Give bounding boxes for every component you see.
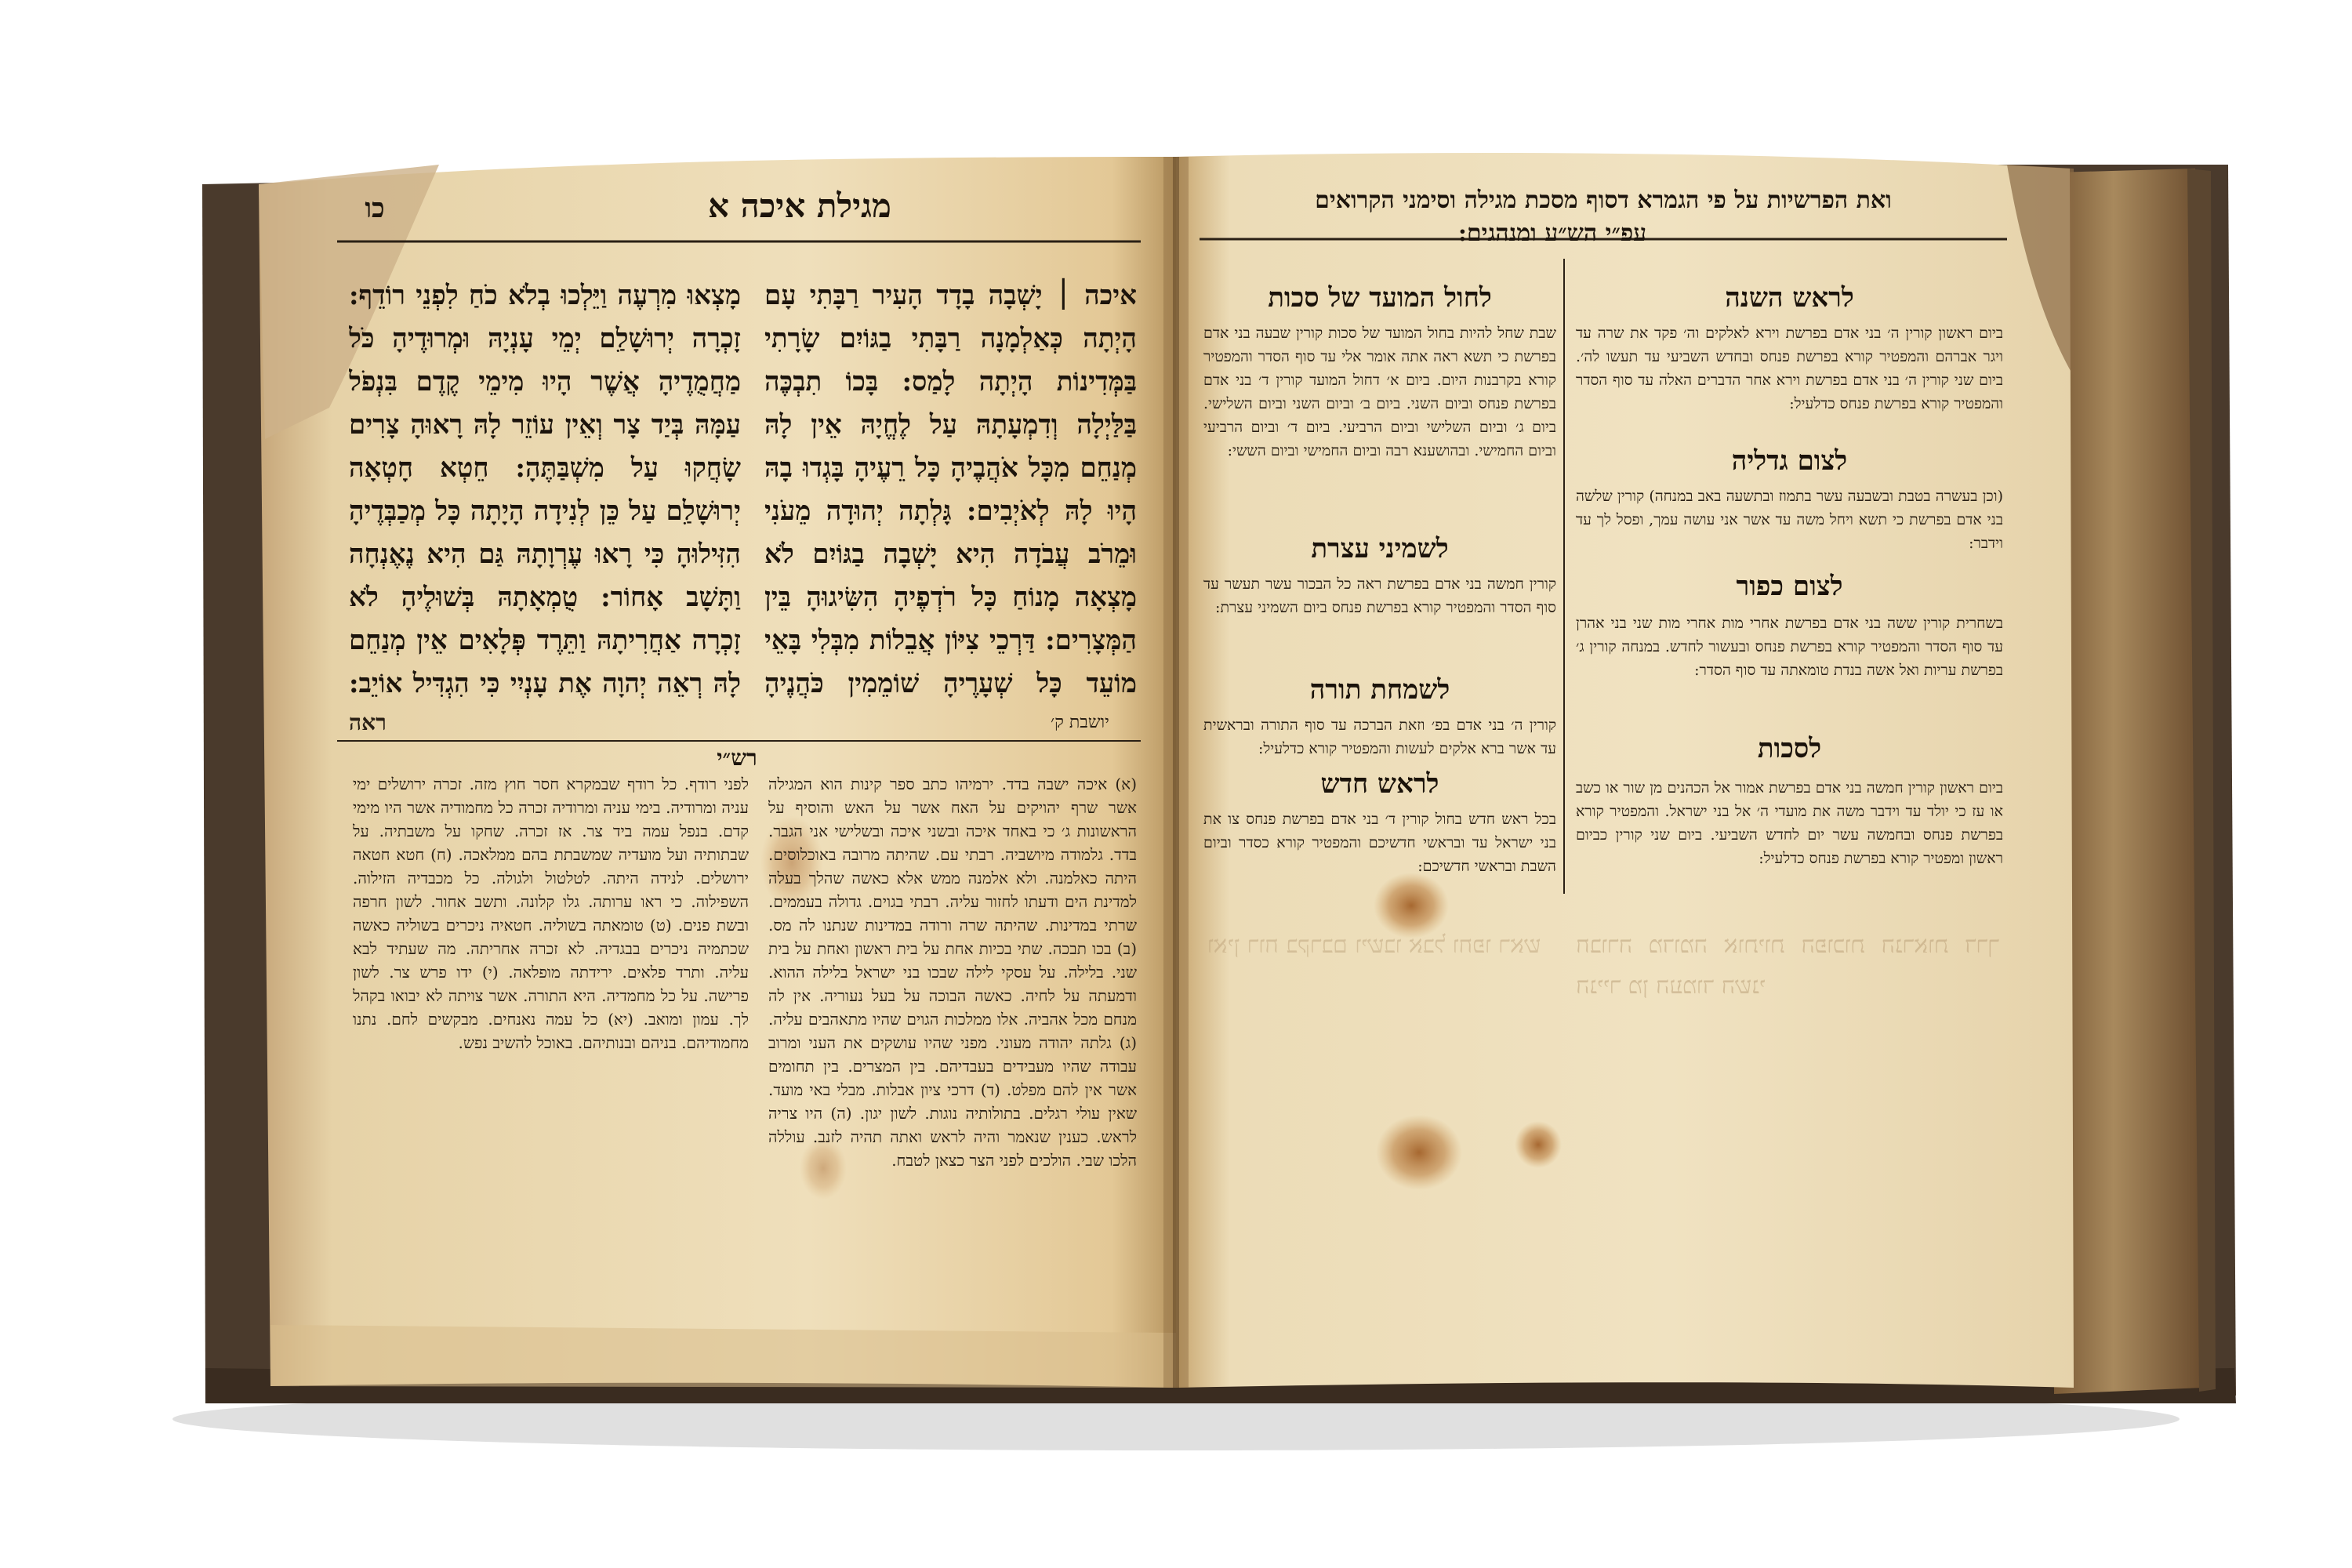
show-through-text-right: חבורה מדומה אותיות הפוכות הנראות דרך הנייר מן העמוד השני: [1576, 931, 1999, 1000]
section-body-rosh-hashana: ביום ראשון קורין ה׳ בני אדם בפרשת וירא לאלקים וה׳ פקד את שרה עד ויגר אברהם והמפטיר קורא בפרשת פנחס ובחדש השביעי עד תעשו לה׳. ביום שני קורין ה׳ בני אדם בפרשת וירא אחר הדברים האלה עד סוף הסדר והמפטיר קורא בפרשת פנחס כדלעיל:: [1576, 325, 2003, 412]
main-text-right: איכה ׀ יָשְׁבָה בָדָד הָעִיר רַבָּתִי עָם הָיְתָה כְּאַלְמָנָה רַבָּתִי בַגּוֹיִם שָׂרָתִי בַּמְּדִינוֹת הָיְתָה לָמַס: בָּכוֹ תִבְכֶּה בַּלַּיְלָה וְדִמְעָתָהּ עַל לֶחֱיָהּ אֵין לָהּ מְנַחֵם מִכָּל אֹהֲבֶיהָ כָּל רֵעֶיהָ בָּגְדוּ בָהּ הָיוּ לָהּ לְאֹיְבִים: גָּלְתָה יְהוּדָה מֵעֹנִי וּמֵרֹב עֲבֹדָה הִיא יָשְׁבָה בַגּוֹיִם לֹא מָצְאָה מָנוֹחַ כָּל רֹדְפֶיהָ הִשִּׂיגוּהָ בֵּין הַמְּצָרִים: דַּרְכֵי צִיּוֹן אֲבֵלוֹת מִבְּלִי בָּאֵי מוֹעֵד כָּל שְׁעָרֶיהָ שׁוֹמֵמִין כֹּהֲנֶיהָ: [764, 280, 1137, 699]
section-heading-tzom-gedalia: לצום גדליה: [1731, 445, 1848, 477]
section-heading-rosh-hashana: לראש השנה: [1725, 282, 1854, 314]
section-body-tzom-gedalia: (וכן בעשרה בטבת ובשבעה עשר בתמוז ובתשעה באב במנחה) קורין שלשה בני אדם בפרשת כי תשא ויחל משה עד אשר אני עושה עמך, ופסל לך עד וידבר:: [1576, 488, 2003, 552]
section-heading-chol-hamoed: לחול המועד של סכות: [1268, 282, 1492, 314]
left-footer-word: יושבת ק׳: [1051, 713, 1109, 732]
section-body-chol-hamoed: שבת שחל להיות בחול המועד של סכות קורין שבעה בני אדם בפרשת כי תשא ראה אתה אומר אלי עד סוף הסדר והמפטיר קורא בקרבנות היום. ביום א׳ דחול המועד קורין ד׳ בני אדם בפרשת פנחס וביום השני. ביום ב׳ וביום השני וביום השלישי. ביום ג׳ וביום השלישי וביום הרביעי. ביום ד׳ וביום הרביעי וביום החמישי. ובהושענא רבה וביום החמישי וביום הששי:: [1203, 325, 1556, 459]
commentary-column-right: [768, 772, 1137, 1274]
commentary-left: לפני רודף. כל רודף שבמקרא חסר חוץ מזה. זכרה ירושלים ימי עניה ומרודיה. בימי עניה ומרודיה זכרה כל מחמודיה אשר היו מימי קדם. בנפל עמה ביד צר. אז זכרה. שחקו על משבתיה. על שבתותיה ועל מועדיה שמשבתת בהם ממלאכה. (ח) חטא חטאה ירושלים. לנידה היתה. לטלטול ולגולה. כל מכבדיה הזילוה. השפילוה. כי ראו ערותה. גלו קלונה. ותשב אחור. לשון חרפה ובשת פנים. (ט) טומאתה בשוליה. חטאיה ניכרים בשוליה כאשה שכתמיה ניכרים בבגדיה. לא זכרה אחריתה. מה שעתיד לבא עליה. ותרד פלאים. ירידתה מופלאה. (י) ידו פרש צר. לשון פרישה. על כל מחמדיה. היא התורה. אשר צויתה לא יבואו בקהל לך. עמון ומואב. (יא) כל עמה נאנחים. מבקשים לחם. נתנו מחמודיהם. בניהם ובנותיהם. באוכל להשיב נפש.: [353, 775, 749, 1052]
section-body-sukkot: ביום ראשון קורין חמשה בני אדם בפרשת אמור אל הכהנים מן שור או כשב או עז כי יולד עד וידבר משה את מועדי ה׳ אל בני ישראל. והמפטיר קורא בפרשת פנחס ובחמשה עשר יום לחדש השביעי. ביום שני קורין כביום ראשון ומפטיר קורא בפרשת פנחס כדלעיל:: [1576, 779, 2003, 867]
left-catchword: ראה: [349, 710, 387, 735]
section-heading-simchat-torah: לשמחת תורה: [1309, 674, 1450, 706]
right-page-subtitle: עפ״י הש״ע ומנהגים:: [1457, 220, 1647, 247]
commentary-column-left: [353, 772, 749, 1298]
main-text-column-left: [349, 274, 741, 710]
section-body-shmini-atzeret: קורין חמשה בני אדם בפרשת ראה כל הבכור עשר תעשר עד סוף הסדר והמפטיר קורא בפרשת פנחס ביום השמיני עצרת:: [1203, 575, 1556, 616]
section-body-simchat-torah: קורין ה׳ בני אדם בפ׳ וזאת הברכה עד סוף התורה ובראשית עד אשר ברא אלקים לעשות והמפטיר קורא כדלעיל:: [1203, 717, 1556, 757]
section-heading-rosh-chodesh: לראש חדש: [1320, 768, 1439, 800]
page-edges-right: [2054, 169, 2216, 1394]
commentary-title: רש״י: [717, 745, 757, 771]
left-page-title: מגילת איכה א: [708, 187, 891, 225]
commentary-right: (א) איכה ישבה בדד. ירמיהו כתב ספר קינות הוא המגילה אשר שרף יהויקים על האח אשר על האש והוסיף על הראשונות ג׳ כי באחד איכה ובשני איכה ובשלישי אני הגבר. בדד. גלמודה מיושביה. רבתי עם. שהיתה מרובה באוכלוסים. היתה כאלמנה. ולא אלמנה ממש אלא כאשה שהלך בעלה למדינת הים ודעתו לחזור עליה. רבתי בגוים. גדולה בעממים. שרתי במדינות. שהיתה שרה ורודה במדינות שנתנו לה מס. (ב) בכו תבכה. שתי בכיות אחת על בית ראשון ואחת על בית שני. בלילה. על עסקי לילה שבכו בני ישראל בלילה ההוא. ודמעתה על לחיה. כאשה הבוכה על בעל נעוריה. אין לה מנחם מכל אהביה. אלו ממלכות הגוים שהיו מתאהבים עליה. (ג) גלתה יהודה מעוני. מפני שהיו עושקים את העני ומרוב עבודה שהיו מעבידים בעבדיהם. בין המצרים. בין תחומים אשר אין להם מפלט. (ד) דרכי ציון אבלות. מבלי באי מועד. שאין עולי רגלים. בתולותיה נוגות. לשון יגון. (ה) היו צריה לראש. כענין שנאמר והיה לראש ואתה תהיה לזנב. עוללה הלכו שבי. הולכים לפני הצר כצאן לטבח.: [768, 775, 1137, 1170]
left-page-number: כו: [365, 193, 385, 224]
show-through-text-left: ואין רוח בקרבם וישבו אבל וחפו ראש: [1207, 931, 1541, 959]
section-heading-sukkot: לסכות: [1757, 733, 1822, 764]
section-body-rosh-chodesh: בכל ראש חדש בחול קורין ד׳ בני אדם בפרשת פנחס צו את בני ישראל עד ובראשי חדשיכם והמפטיר קורא כסדר וביום השבת ובראשי חדשיכם:: [1203, 811, 1556, 875]
main-text-column-right: [764, 274, 1137, 710]
main-text-left: מָצְאוּ מִרְעֶה וַיֵּלְכוּ בְלֹא כֹחַ לִפְנֵי רוֹדֵף: זָכְרָה יְרוּשָׁלַ͏ִם יְמֵי עָנְיָהּ וּמְרוּדֶיהָ כֹּל מַחֲמֻדֶיהָ אֲשֶׁר הָיוּ מִימֵי קֶדֶם בִּנְפֹל עַמָּהּ בְּיַד צָר וְאֵין עוֹזֵר לָהּ רָאוּהָ צָרִים שָׂחֲקוּ עַל מִשְׁבַּתֶּהָ: חֵטְא חָטְאָה יְרוּשָׁלַ͏ִם עַל כֵּן לְנִידָה הָיָתָה כָּל מְכַבְּדֶיהָ הִזִּילוּהָ כִּי רָאוּ עֶרְוָתָהּ גַּם הִיא נֶאֶנְחָה וַתָּשָׁב אָחוֹר: טֻמְאָתָהּ בְּשׁוּלֶיהָ לֹא זָכְרָה אַחֲרִיתָהּ וַתֵּרֶד פְּלָאִים אֵין מְנַחֵם לָהּ רְאֵה יְהוָה אֶת עָנְיִי כִּי הִגְדִּיל אוֹיֵב:: [349, 280, 741, 699]
section-body-tzom-kippur: בשחרית קורין ששה בני אדם בפרשת אחרי מות אחרי מות שני בני אהרן עד סוף הסדר והמפטיר קורא בפרשת פנחס ובעשור לחדש. במנחה קורין ג׳ בפרשת עריות ואל אשה בנדת טומאתה עד סוף הסדר:: [1576, 615, 2003, 679]
section-heading-tzom-kippur: לצום כפור: [1736, 571, 1843, 602]
right-page-title: ואת הפרשיות על פי הגמרא דסוף מסכת מגילה וסימני הקרואים: [1315, 187, 1892, 214]
section-heading-shmini-atzeret: לשמיני עצרת: [1311, 533, 1449, 564]
